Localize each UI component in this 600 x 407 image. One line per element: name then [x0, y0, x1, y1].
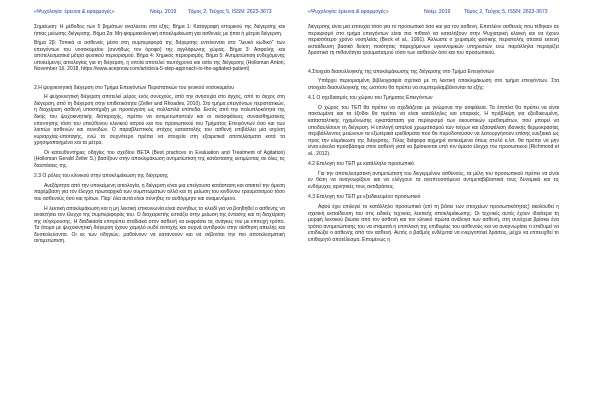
header-volume-right: Τόμος 2, Τεύχος 5, ISSN: 2623-3673	[464, 9, 548, 15]
section-heading: 2.3 Ο ρόλος του κλινικού στην αποκλιμάκωση της διέγερσης	[34, 173, 169, 180]
paragraph: Για την αποτελεσματική αντιμετώπιση του διεγερμένου ασθενούς, τα μέλη του προσωπικού πρέπει να είναι εν θέση να αναγνωρίζουν και να ελέγχουν τα αναπτυσσόμενα αντιμεταβιβαστικά τους δυναμικά και τις ενδόμυχες αρνητικές τους αντιδράσεις.	[308, 170, 559, 190]
header-journal-left: «Ψυχολογία: έρευνα & εφαρμογές»	[34, 9, 115, 15]
header-volume-left: Τόμος 2, Τεύχος 5, ISSN: 2623-3673	[188, 9, 272, 15]
running-header	[0, 9, 600, 21]
paragraph: Υπάρχει περιορισμένη βιβλιογραφία σχετικά με τη λεκτική αποκλιμάκωση στο τμήμα επειγόντων. Στα στοιχεία διασυλλογικής της ωστόσο θα πρέπει να συμπεριλαμβάνονται τα εξής:	[308, 78, 559, 91]
paragraph: Ο χώρος του ΤΕΠ θα πρέπει να σχεδιάζεται με γνώμονα την ασφάλεια. Τα έπιπλα θα πρέπει να είναι πακτωμένα και τα έξοδοι θα πρέπει να είναι κατάλληλες και επαρκείς. Η πρόβλεψη για εξειδικευμένη, κατασταλτικής ηχομόνωσης εγκατάσταση για περιορισμό των ακουστικών ερεθισμάτων, που μπορεί να υποδαυλίσουν τη διέγερση. Η επιλογή απαλού χρωματισμού των τοίχων και εξασφάλιση ιδανικής θερμοκρασίας περιβάλλοντος μειώνουν τα εξωτερικά ερεθίσματα που θα πυροδοτούσαν να λειτουργήσουν επίσης ευεξιακά ως προς την κλιμάκωση της διέγερσης. Τέλος διάφορα αιχμηρά αντικείμενα όπως στυλό κ.λπ. θα πρέπει να μην είναι εύκολα προσβάσιμα στον ασθενή γιατί να βρίσκονται υπό τον άμεσο έλεγχο του προσωπικού (Richmond et al., 2012).	[308, 104, 559, 157]
section-heading: 4.Στοιχεία διασυλλογικής της αποκλιμάκωσης της διέγερσης στο Τμήμα Επειγόντων	[308, 68, 494, 75]
header-date-left: Νοέμ. 2019	[150, 9, 177, 15]
left-column	[34, 24, 285, 402]
section-heading: 2.Η ψυχοκινητική διέγερση στο Τμήμα Επειγόντων Περιστατικών του γενικού νοσοκομείου	[34, 84, 234, 91]
section-heading: 4.3 Επιλογή του ΤΕΠ με εξειδικευμένο προσωπικό	[308, 194, 421, 201]
paragraph: διέγερσης είναι μια επιτυχία τόσο για το προσωπικό όσο και για τον ασθενή. Επιπλέον ασθενείς που τέθηκαν σε περιορισμό στο τμήμα επειγόντων είναι πιο πιθανό να καταλήξουν στην Ψυχιατρική κλινική και να έχουν περισσότερο χρόνο νοσηλείας (Beck et al., 1991). Άλλωστε ο χειρισμός φυσικής περιστολής απαιτεί εκτενή εκπαίδευση βασικό δείκτη ποιότητας παρεχόμενων υγειονομικών υπηρεσιών ενώ παράλληλα περιορίζει δραστικά τη πιθανότητα τραυματισμού τόσο των ασθενών όσο και του προσωπικού.	[308, 24, 559, 57]
paragraph: Αφού έχει επιλεγεί το κατάλληλο προσωπικό (επί τη βάσει των στοιχείων προσωπικότητας) ακολουθεί η σχετική εκπαίδευση του στις ειδικές τεχνικές λεκτικής αποκλιμάκωσης. Οι τεχνικές αυτές έχουν ιδιαίτερα τη μορφή λεκτικού βιώσει από τον ασθενή και τον κλινικό πρώτα ανάλογα των ασθενή, στη συνέχεια βρίσκει ένα τρόπο αντιμετώπισης του να σταματά η επιπλοκή της επιθυμίας του ασθενούς και να αναγνωρίσει τι επιθυμεί να επιδιώξει ο ασθενής από τον ασθενή. Αυτός ο βαθμός ενδέχεται να ενεργοποιεί δράσεις, μέχρι να επιτευχθεί το επιθυμητό αποτέλεσμα. Επομένως η	[308, 204, 559, 243]
section-heading: 4.1 Ο σχεδιασμός του χώρου του Τμήματος Επειγόντων	[308, 95, 433, 102]
paragraph: Ανεξάρτητα από την υποκείμενη αιτιολογία, η διέγερση είναι μια επείγουσα κατάσταση και απαιτεί την άμεση παρέμβαση για τον έλεγχο πρωταρχικά των συμπτωμάτων αλλά και τη μείωση του κινδύνου τραυματισμού τόσο του ασθενούς όσο και τρίτων. Παρ' όλα αυτά είναι σύνηθες το αυθόρμητο και αναμενόμενο.	[34, 182, 285, 203]
header-date-right: Νοέμ. 2019	[424, 9, 451, 15]
paragraph: Βήμα 2β: Τοπικά οι ασθενείς μέσα στη συμπεριφορά της διέγερσης εντείνονται στο "λευκό κωδικό" των επειγόντων του νοσοκομείου (συνήθως τον όροφο) της αγγλόφωνης χώρας. Βήμα 3: Ασφαλής και αποτελεσματικά μέτρα φυσικού περιορισμού. Βήμα 4: Χημικός περιορισμός. Βήμα 5: Αντιμετώπιση ενδεχόμενης υποκείμενης αιτιολογίας για τη διέγερση, η οποία αποτελεί ταυτόχρονα και αιτία της διέγερσης (Holloman Anton, November 16, 2018, https://www.acepnow.com/article/a-5-step-approach-to-the-agitated-patient)	[34, 40, 285, 73]
right-column	[308, 24, 559, 402]
section-heading: 4.2 Επιλογή του ΤΕΠ με κατάλληλο προσωπικό	[308, 161, 414, 168]
paragraph: Σημείωση: Η μέθοδος των 5 βημάτων αναλύεται στα εξής: Βήμα 1: Καταγραφή ιστορικού της διέγερσης και ήπιας μείωσης διέγερσης. Βήμα 2α: Μη-φαρμακολογική αποκλιμάκωση για ασθενείς με ήπια ή μέτρια διέγερση.	[34, 24, 285, 37]
paragraph: Η ψυχοκινητική διέγερση αποτελεί μέρος ενός συνεχούς, από την ανησυχία στο άγχος, από το άγχος στη διέγερση, από τη διέγερση στην επιθετικότητα (Zeller and Rhoades, 2010). Στο τμήμα επειγόντων περιστατικών, η διαχείριση ασθενή υποστήριξη με προσέγγιση ως πολλαπλά επίπεδα. Εκτός από την πολυπλοκότητα της δικής του ψυχοκινητικής διαταραχής, πρέπει να αντιμετωπιστούν και οι ανασφάλειες συναισθηματικής επαντησης τόσο του υπεύθυνου κλινικού ιατρού και του προσωπικού του Τμήματος Επειγόντων όσο και των λοιπών ασθενών και συνοδών. Ο παραβλεπτικός στόχος καταστολής του ασθενή επιβάλλει μία ισχύση κυριαρχίας-υποταγής, ενώ το συχνότερο πρέπει να στοιχεία στη εξαιρετικά αποτελέσματα κατά τα χρησιμοποιημένα και τα μέτρα.	[34, 94, 285, 147]
paragraph: Οι κατευθυντήριες οδηγίες του σχεδίου BETA (Best practices in Evaluation and Treatment of Agitation) (Holloman Gerald Zeller S.) βασίζουν στην αποκλιμάκωση αντιμετώπιση της κατάστασης εκτιμώντας σε όλες τις διαστάσεις της.	[34, 149, 285, 169]
paragraph: Η λεκτική αποκλιμάκωση και η μη λεκτική επικοινωνία είναι συνήθως το κλειδί για να βοηθηθεί ο ασθενής να ανακτήσει τον έλεγχο της συμπεριφοράς του. Ο διαχειριστής εστιάζει στην μείωση της έντασης και τη διαχείριση της σύγκρουσης. Η διαδικασία επιτρέπει σταδιακά στον ασθενή να εκφράσει τις ανάγκες του με επιτυχή τρόπο. Τα άτομα με ψυχοκινητική διέγερση έχουν χαμηλό ουδό αντοχής και συχνά αντιδρούν στην αίσθηση απειλής και δυσκολεύονται. Οι εκ των οδηγιών, μαθαίνουν να κατανοούν και να σέβονται την πιο αποτελεσματική αντιμετώπιση.	[34, 205, 285, 245]
header-journal-right: «Ψυχολογία: έρευνα & εφαρμογές»	[308, 9, 389, 15]
